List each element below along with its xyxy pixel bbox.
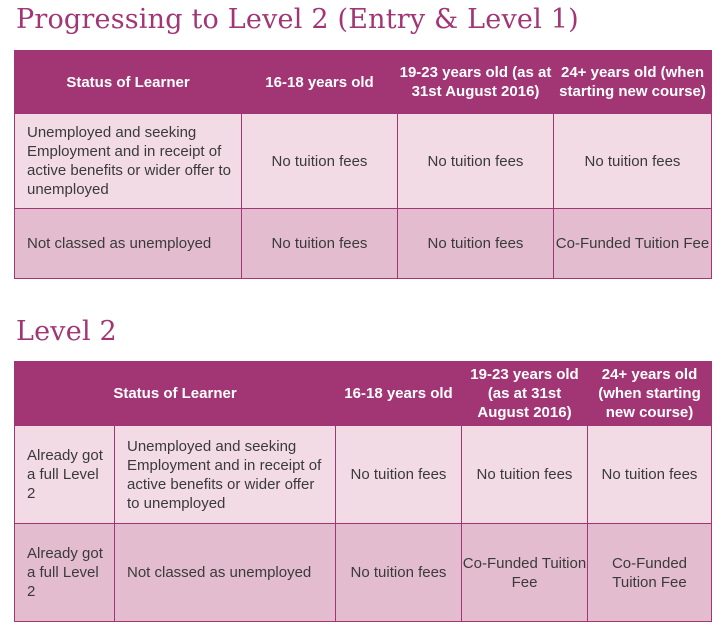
- table-row: [15, 524, 712, 622]
- section-title-progressing: Progressing to Level 2 (Entry & Level 1): [16, 4, 579, 35]
- fees-table-level-2: [14, 361, 712, 622]
- table-row: [15, 426, 712, 524]
- fee-cell: No tuition fees: [398, 209, 554, 279]
- fee-cell: No tuition fees: [588, 426, 712, 524]
- header-age-16-18: 16-18 years old: [336, 362, 462, 426]
- learner-status-cell: Unemployed and seeking Employment and in receipt of active benefits or wider offer to unemployed: [115, 426, 336, 524]
- header-status-of-learner: Status of Learner: [15, 51, 242, 114]
- fee-cell: Co-Funded Tuition Fee: [462, 524, 588, 622]
- fee-cell: No tuition fees: [242, 209, 398, 279]
- header-age-24-plus: 24+ years old (when starting new course): [588, 362, 712, 426]
- fee-cell: Co-Funded Tuition Fee: [588, 524, 712, 622]
- section-title-level-2: Level 2: [16, 316, 117, 347]
- prior-qualification-cell: Already got a full Level 2: [15, 426, 115, 524]
- fee-cell: No tuition fees: [554, 114, 712, 209]
- fee-cell: No tuition fees: [462, 426, 588, 524]
- fee-cell: No tuition fees: [336, 524, 462, 622]
- table-row: [15, 209, 712, 279]
- header-age-19-23: 19-23 years old (as at 31st August 2016): [398, 51, 554, 114]
- learner-status-cell: Unemployed and seeking Employment and in receipt of active benefits or wider offer to unemployed: [15, 114, 242, 209]
- header-age-19-23: 19-23 years old (as at 31st August 2016): [462, 362, 588, 426]
- header-age-16-18: 16-18 years old: [242, 51, 398, 114]
- table-header-row: [15, 51, 712, 114]
- fee-cell: No tuition fees: [242, 114, 398, 209]
- table-header-row: [15, 362, 712, 426]
- header-status-of-learner: Status of Learner: [15, 362, 336, 426]
- prior-qualification-cell: Already got a full Level 2: [15, 524, 115, 622]
- fee-cell: No tuition fees: [336, 426, 462, 524]
- fee-cell: No tuition fees: [398, 114, 554, 209]
- header-age-24-plus: 24+ years old (when starting new course): [554, 51, 712, 114]
- learner-status-cell: Not classed as unemployed: [15, 209, 242, 279]
- fees-table-progressing: [14, 50, 712, 279]
- fee-cell: Co-Funded Tuition Fee: [554, 209, 712, 279]
- learner-status-cell: Not classed as unemployed: [115, 524, 336, 622]
- table-row: [15, 114, 712, 209]
